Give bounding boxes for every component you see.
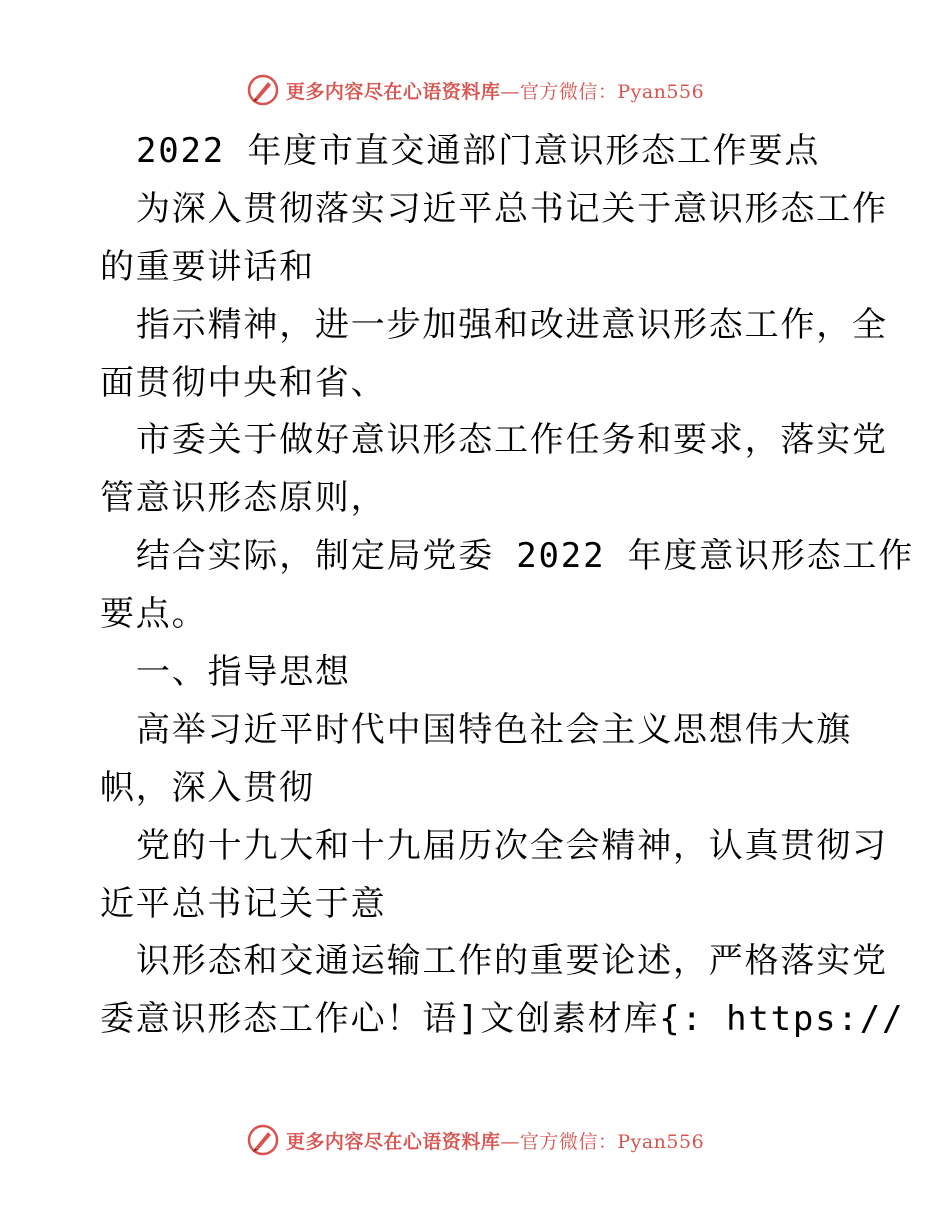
- banner-text: [286, 1127, 704, 1154]
- banner-brand-text: 更多内容尽在心语资料库: [285, 80, 501, 103]
- banner-separator: —: [500, 80, 520, 103]
- quill-pen-logo-icon: [246, 73, 280, 107]
- banner-brand-text: 更多内容尽在心语资料库: [285, 1130, 501, 1153]
- text-line: 党的十九大和十九届历次全会精神，认真贯彻习: [136, 825, 888, 866]
- banner-wechat-text: 官方微信：Pyan556: [519, 1130, 705, 1153]
- text-line: 市委关于做好意识形态工作任务和要求，落实党: [136, 420, 888, 461]
- text-line: 指示精神，进一步加强和改进意识形态工作，全: [136, 304, 888, 345]
- banner-wechat-text: 官方微信：Pyan556: [519, 80, 705, 103]
- text-line: 结合实际，制定局党委 2022 年度意识形态工作: [136, 536, 915, 577]
- text-line: 的重要讲话和: [100, 246, 315, 287]
- quill-pen-logo-icon: [246, 1123, 280, 1157]
- text-line: 管意识形态原则，: [100, 478, 387, 519]
- banner-separator: —: [500, 1130, 520, 1153]
- document-body: [100, 123, 915, 1049]
- text-line: 高举习近平时代中国特色社会主义思想伟大旗: [136, 709, 852, 750]
- text-line: 要点。: [100, 594, 208, 635]
- text-line: 帜，深入贯彻: [100, 767, 315, 808]
- section-heading: 一、指导思想: [136, 652, 351, 693]
- footer-watermark-banner: [0, 1120, 950, 1160]
- document-title: 2022 年度市直交通部门意识形态工作要点: [136, 131, 821, 171]
- banner-text: [286, 77, 704, 104]
- text-line: 识形态和交通运输工作的重要论述，严格落实党: [136, 941, 888, 982]
- text-line: 委意识形态工作心！语]文创素材库{: https://: [100, 999, 905, 1040]
- text-line: 面贯彻中央和省、: [100, 362, 387, 403]
- header-watermark-banner: [0, 70, 950, 110]
- text-line: 近平总书记关于意: [100, 883, 387, 924]
- text-line: 为深入贯彻落实习近平总书记关于意识形态工作: [136, 188, 888, 229]
